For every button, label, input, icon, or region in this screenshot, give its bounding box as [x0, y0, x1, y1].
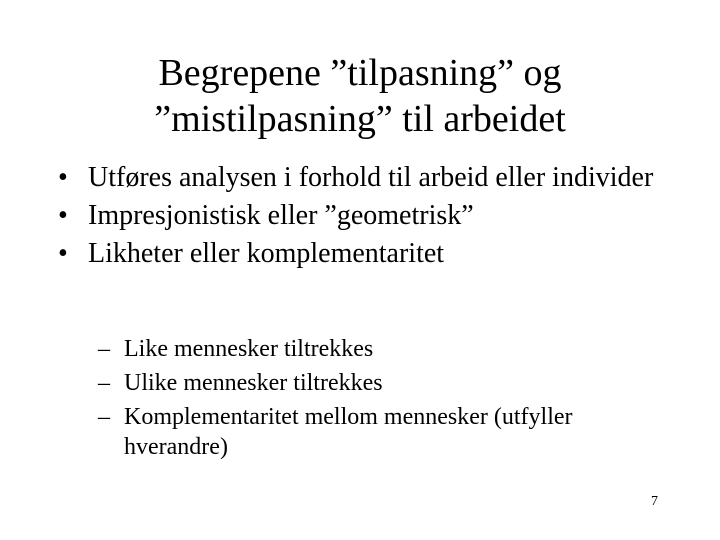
- title-line-1: Begrepene ”tilpasning” og: [158, 52, 562, 94]
- bullet-text: Likheter eller komplementaritet: [88, 238, 445, 269]
- bullet-text: Utføres analysen i forhold til arbeid eller individer: [88, 162, 654, 193]
- sub-bullet-item: [98, 334, 668, 364]
- bullet-item: [58, 238, 678, 270]
- title-line-2: ”mistilpasning” til arbeidet: [154, 98, 566, 140]
- page-number: 7: [651, 494, 658, 509]
- sub-bullet-marker: –: [98, 404, 110, 430]
- bullet-list: [58, 162, 678, 276]
- sub-bullet-list: [98, 334, 668, 466]
- sub-bullet-text: Komplementaritet mellom mennesker (utfyller hverandre): [124, 404, 573, 460]
- bullet-item: [58, 162, 678, 194]
- sub-bullet-item: [98, 402, 668, 462]
- bullet-text: Impresjonistisk eller ”geometrisk”: [88, 200, 474, 231]
- sub-bullet-text: Ulike mennesker tiltrekkes: [124, 370, 383, 396]
- sub-bullet-text: Like mennesker tiltrekkes: [124, 336, 374, 362]
- bullet-marker: •: [58, 238, 68, 269]
- sub-bullet-item: [98, 368, 668, 398]
- bullet-marker: •: [58, 162, 68, 193]
- slide-title: [60, 50, 660, 142]
- sub-bullet-marker: –: [98, 336, 110, 362]
- bullet-item: [58, 200, 678, 232]
- bullet-marker: •: [58, 200, 68, 231]
- sub-bullet-marker: –: [98, 370, 110, 396]
